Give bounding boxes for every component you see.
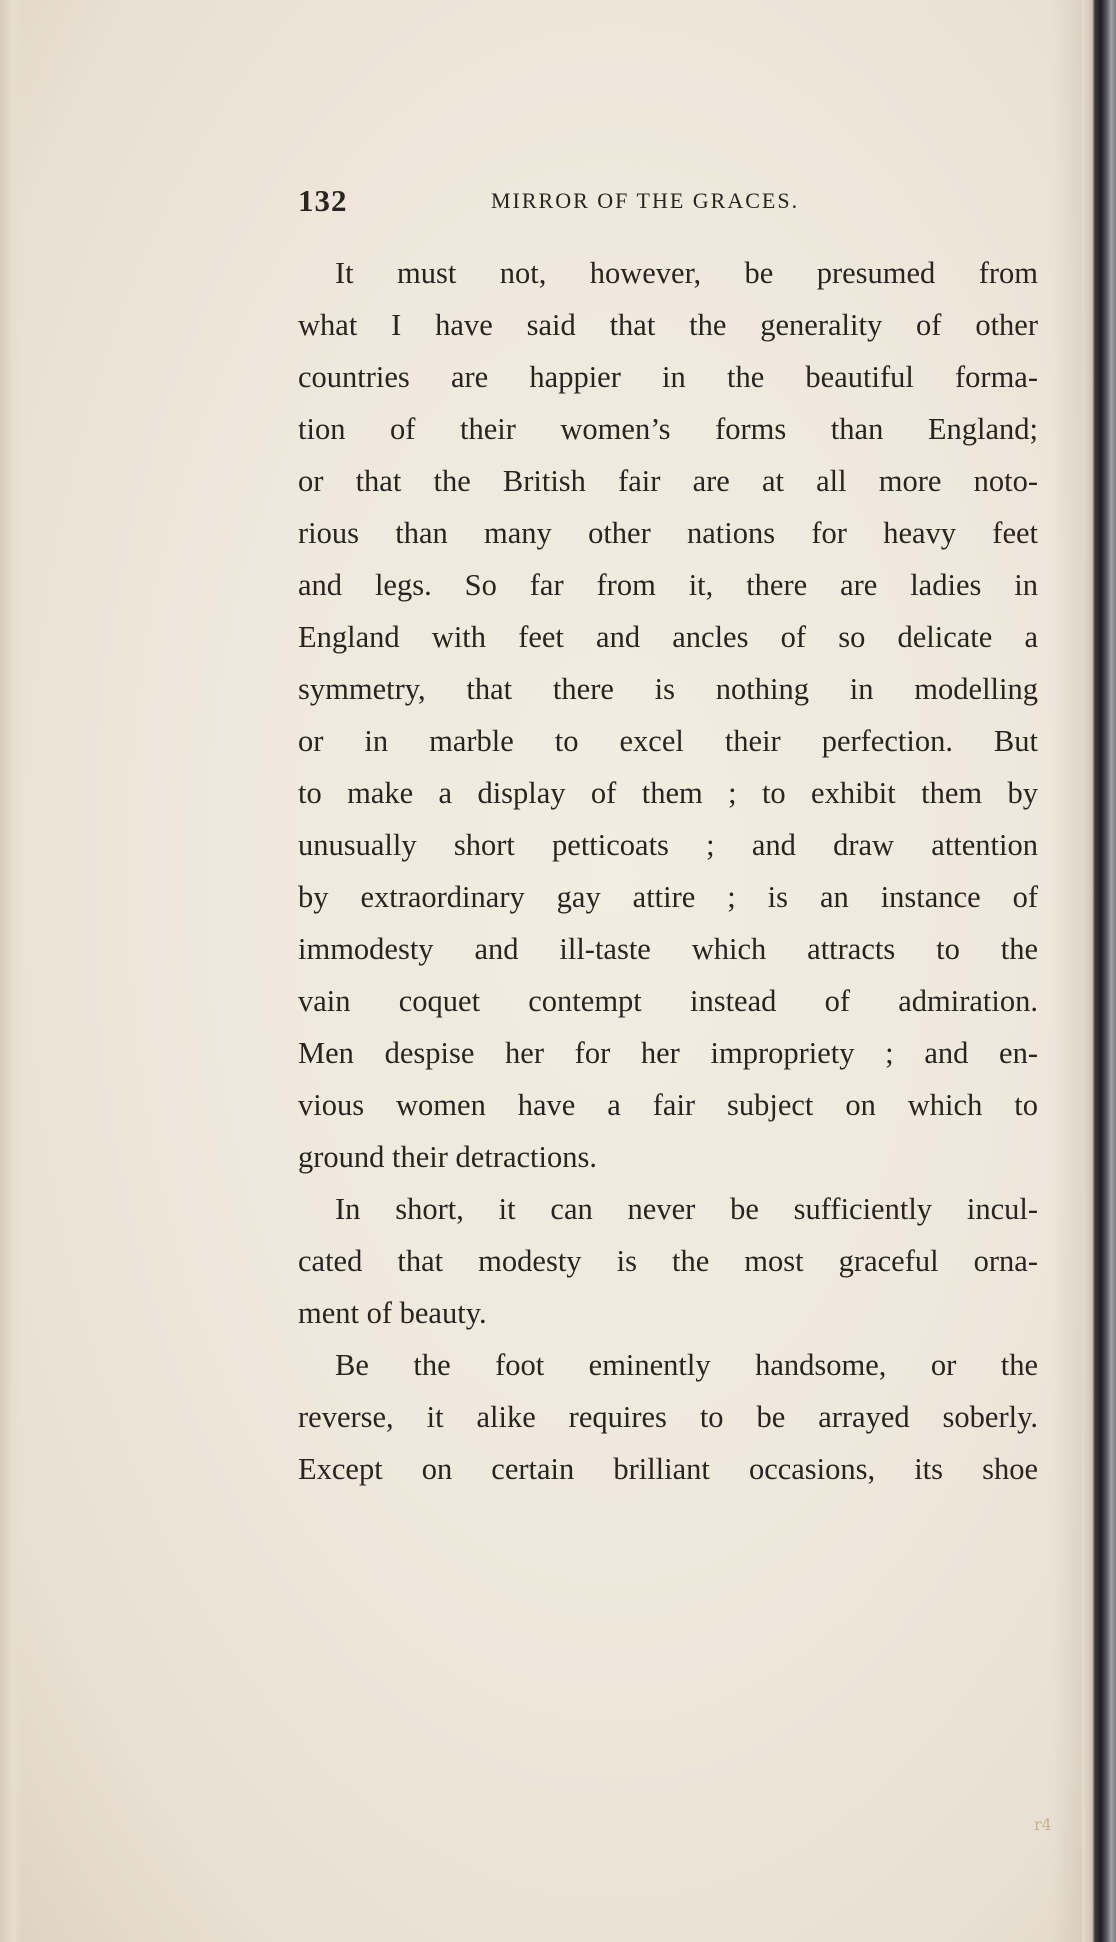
- text-line: and legs. So far from it, there are ladies in: [298, 568, 1038, 602]
- running-title: MIRROR OF THE GRACES.: [491, 188, 800, 213]
- text-line: Be the foot eminently handsome, or the: [335, 1348, 1038, 1382]
- body-text: [298, 247, 1038, 1495]
- text-line: reverse, it alike requires to be arrayed soberly.: [298, 1400, 1038, 1434]
- text-line: symmetry, that there is nothing in modelling: [298, 672, 1038, 706]
- page-left-edge: [0, 0, 22, 1942]
- text-line: what I have said that the generality of other: [298, 308, 1038, 342]
- text-line: tion of their women’s forms than England;: [298, 412, 1038, 446]
- text-line: by extraordinary gay attire ; is an instance of: [298, 880, 1038, 914]
- text-line: vious women have a fair subject on which to: [298, 1088, 1038, 1122]
- text-line: Men despise her for her impropriety ; and en-: [298, 1036, 1038, 1070]
- text-line: ment of beauty.: [298, 1296, 487, 1330]
- text-line: unusually short petticoats ; and draw attention: [298, 828, 1038, 862]
- text-line: ground their detractions.: [298, 1140, 597, 1174]
- text-line: to make a display of them ; to exhibit them by: [298, 776, 1038, 810]
- text-line: or that the British fair are at all more noto-: [298, 464, 1038, 498]
- text-line: It must not, however, be presumed from: [335, 256, 1038, 290]
- text-line: immodesty and ill-taste which attracts to the: [298, 932, 1038, 966]
- margin-mark: r4: [1034, 1815, 1052, 1834]
- text-line: England with feet and ancles of so delicate a: [298, 620, 1038, 654]
- text-line: Except on certain brilliant occasions, its shoe: [298, 1452, 1038, 1486]
- text-line: or in marble to excel their perfection. But: [298, 724, 1038, 758]
- page-number: 132: [298, 183, 348, 218]
- text-line: countries are happier in the beautiful forma-: [298, 360, 1038, 394]
- gutter-shadow: [1052, 0, 1082, 1942]
- text-line: vain coquet contempt instead of admiration.: [298, 984, 1038, 1018]
- text-line: cated that modesty is the most graceful orna-: [298, 1244, 1038, 1278]
- text-line: In short, it can never be sufficiently incul-: [335, 1192, 1038, 1226]
- text-line: rious than many other nations for heavy feet: [298, 516, 1038, 550]
- book-spine: [1082, 0, 1116, 1942]
- page-header: [298, 183, 1038, 223]
